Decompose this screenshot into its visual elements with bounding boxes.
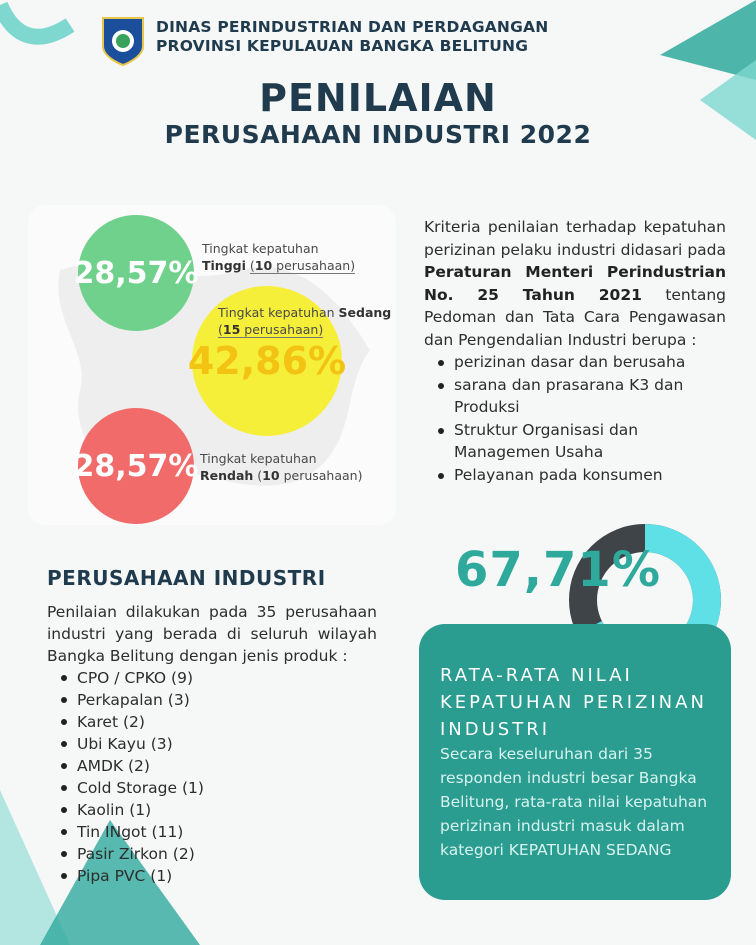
product-list — [47, 667, 377, 887]
criteria-list — [424, 351, 726, 486]
list-item: Pipa PVC (1) — [77, 865, 377, 887]
list-item: Ubi Kayu (3) — [77, 733, 377, 755]
medium-compliance-label: Tingkat kepatuhan Sedang (15 perusahaan) — [218, 305, 392, 337]
list-item: Karet (2) — [77, 711, 377, 733]
agency-line1: DINAS PERINDUSTRIAN DAN PERDAGANGAN — [156, 18, 549, 36]
list-item: Kaolin (1) — [77, 799, 377, 821]
list-item: AMDK (2) — [77, 755, 377, 777]
regulation-reference: Peraturan Menteri Perindustrian No. 25 Tahun 2021 — [424, 263, 726, 304]
high-compliance-value: 28,57% — [73, 255, 199, 291]
industry-section-heading: PERUSAHAAN INDUSTRI — [47, 566, 326, 590]
list-item: Cold Storage (1) — [77, 777, 377, 799]
list-item: CPO / CPKO (9) — [77, 667, 377, 689]
list-item: Struktur Organisasi dan Managemen Usaha — [454, 419, 726, 464]
list-item: Pasir Zirkon (2) — [77, 843, 377, 865]
criteria-text: Kriteria penilaian terhadap kepatuhan perizinan pelaku industri didasari pada Peraturan Menteri Perindustrian No. 25 Tahun 2021 tentang Pedoman dan Tata Cara Pengawasan dan Pengendalian Industri berupa : perizinan dasar dan berusaha sarana dan prasarana K3 dan Produksi Struktur Organisasi dan Managemen Usaha Pelayanan pada konsumen — [424, 216, 726, 486]
high-compliance-circle — [73, 215, 199, 331]
low-compliance-value: 28,57% — [73, 448, 199, 484]
average-card-body: Secara keseluruhan dari 35 responden industri besar Bangka Belitung, rata-rata nilai kepatuhan perizinan industri masuk dalam kategori KEPATUHAN SEDANG — [440, 745, 708, 859]
province-logo-icon — [100, 16, 146, 66]
list-item: Pelayanan pada konsumen — [454, 464, 726, 487]
high-compliance-label: Tingkat kepatuhan Tinggi (10 perusahaan) — [202, 241, 356, 273]
average-card-title: RATA-RATA NILAI KEPATUHAN PERIZINAN INDUSTRI — [440, 665, 707, 740]
low-compliance-label: Tingkat kepatuhan Rendah (10 perusahaan) — [200, 451, 363, 483]
list-item: Tin INgot (11) — [77, 821, 377, 843]
corner-swirl-decoration — [0, 0, 100, 70]
page-subtitle: PERUSAHAAN INDUSTRI 2022 — [164, 120, 592, 149]
industry-section-body — [47, 601, 377, 887]
agency-line2: PROVINSI KEPULAUAN BANGKA BELITUNG — [156, 37, 529, 55]
page-title: PENILAIAN — [259, 76, 497, 120]
low-compliance-circle — [73, 408, 199, 524]
list-item: Perkapalan (3) — [77, 689, 377, 711]
average-value: 67,71% — [455, 542, 661, 598]
list-item: perizinan dasar dan berusaha — [454, 351, 726, 374]
medium-compliance-value: 42,86% — [187, 339, 347, 383]
industry-description: Penilaian dilakukan pada 35 perusahaan industri yang berada di seluruh wilayah Bangka Belitung dengan jenis produk : — [47, 603, 377, 665]
agency-name — [156, 18, 548, 56]
list-item: sarana dan prasarana K3 dan Produksi — [454, 374, 726, 419]
